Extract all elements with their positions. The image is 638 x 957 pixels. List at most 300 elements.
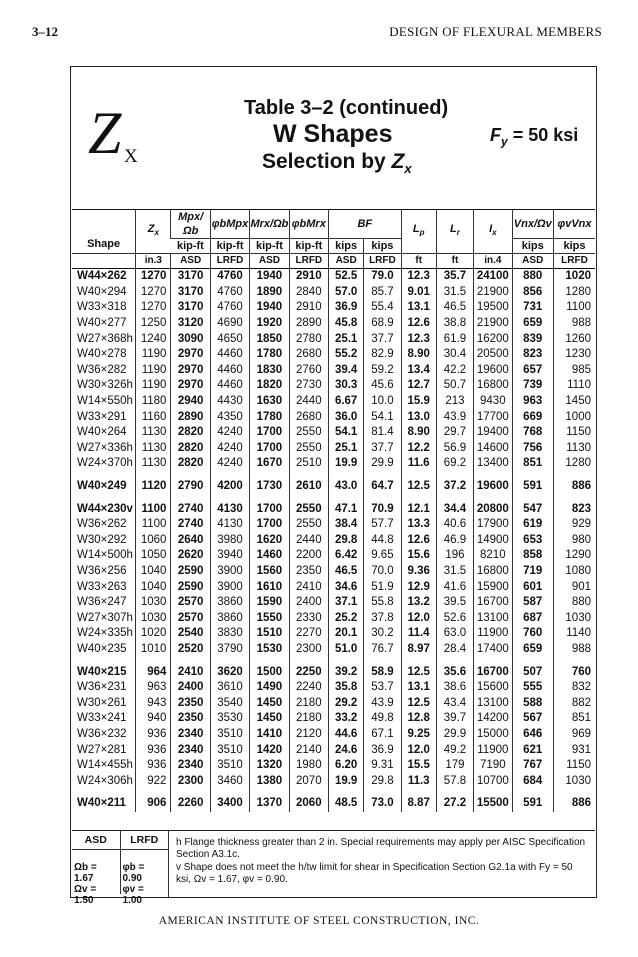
- value-cell: 588: [512, 695, 553, 711]
- value-cell: 2790: [171, 479, 210, 495]
- shape-cell: W40×264: [77, 426, 127, 439]
- value-cell: 55.4: [364, 300, 401, 316]
- value-cell: 19.9: [329, 773, 364, 789]
- value-cell: 963: [512, 394, 553, 410]
- table-row: [72, 425, 595, 441]
- value-cell: 9.36: [401, 564, 436, 580]
- value-cell: 646: [512, 727, 553, 743]
- value-cell: 3530: [210, 711, 249, 727]
- value-cell: 1280: [553, 285, 595, 301]
- separator-cell: [210, 472, 249, 479]
- value-cell: 1030: [553, 610, 595, 626]
- value-cell: 567: [512, 711, 553, 727]
- value-cell: 12.6: [401, 316, 436, 332]
- value-cell: 851: [553, 711, 595, 727]
- unit-mpx-lrfd: kip-ft: [210, 239, 249, 254]
- value-cell: 1850: [250, 331, 289, 347]
- value-cell: 16700: [474, 664, 512, 680]
- table-row: [72, 347, 595, 363]
- value-cell: 2740: [171, 501, 210, 517]
- value-cell: 16800: [474, 378, 512, 394]
- value-cell: 13.4: [401, 363, 436, 379]
- unit-mpx-asd: kip-ft: [171, 239, 210, 254]
- separator-cell: [329, 494, 364, 501]
- value-cell: 46.9: [436, 533, 473, 549]
- shape-cell: W14×500h: [77, 549, 133, 562]
- table-row: [72, 642, 595, 658]
- table-row: [72, 626, 595, 642]
- value-cell: 2890: [289, 316, 328, 332]
- value-cell: 2740: [171, 517, 210, 533]
- value-cell: 858: [512, 548, 553, 564]
- value-cell: 1490: [250, 680, 289, 696]
- separator-cell: [512, 472, 553, 479]
- value-cell: 59.2: [364, 363, 401, 379]
- value-cell: 1190: [136, 347, 171, 363]
- value-cell: 719: [512, 564, 553, 580]
- value-cell: 21900: [474, 285, 512, 301]
- separator-cell: [364, 494, 401, 501]
- value-cell: 684: [512, 773, 553, 789]
- value-cell: 1240: [136, 331, 171, 347]
- value-cell: 1160: [136, 409, 171, 425]
- value-cell: 988: [553, 642, 595, 658]
- value-cell: 13.1: [401, 300, 436, 316]
- value-cell: 12.0: [401, 610, 436, 626]
- value-cell: 48.5: [329, 796, 364, 812]
- value-cell: 19600: [474, 479, 512, 495]
- value-cell: 29.8: [364, 773, 401, 789]
- value-cell: 3170: [171, 285, 210, 301]
- table-title: W Shapes: [273, 120, 393, 148]
- value-cell: 1150: [553, 758, 595, 774]
- value-cell: 9.25: [401, 727, 436, 743]
- separator-cell: [136, 657, 171, 664]
- method-mpx-asd: ASD: [171, 254, 210, 269]
- value-cell: 591: [512, 479, 553, 495]
- value-cell: 34.4: [436, 501, 473, 517]
- separator-cell: [553, 472, 595, 479]
- value-cell: 11900: [474, 626, 512, 642]
- unit-ix: in.4: [474, 254, 512, 269]
- table-row: [72, 595, 595, 611]
- value-cell: 54.1: [329, 425, 364, 441]
- z-subscript: X: [124, 146, 138, 167]
- value-cell: 621: [512, 742, 553, 758]
- value-cell: 2350: [171, 695, 210, 711]
- method-mrx-lrfd: LRFD: [289, 254, 328, 269]
- value-cell: 940: [136, 711, 171, 727]
- value-cell: 653: [512, 533, 553, 549]
- value-cell: 1410: [250, 727, 289, 743]
- value-cell: 1130: [136, 425, 171, 441]
- value-cell: 2590: [171, 579, 210, 595]
- value-cell: 931: [553, 742, 595, 758]
- value-cell: 58.9: [364, 664, 401, 680]
- value-cell: 45.8: [329, 316, 364, 332]
- value-cell: 2780: [289, 331, 328, 347]
- value-cell: 3860: [210, 595, 249, 611]
- value-cell: 2730: [289, 378, 328, 394]
- value-cell: 2620: [171, 548, 210, 564]
- value-cell: 70.9: [364, 501, 401, 517]
- value-cell: 37.8: [364, 610, 401, 626]
- value-cell: 547: [512, 501, 553, 517]
- value-cell: 20.1: [329, 626, 364, 642]
- group-separator: [72, 472, 595, 479]
- shape-cell: W40×294: [77, 285, 127, 298]
- value-cell: 3510: [210, 727, 249, 743]
- value-cell: 936: [136, 727, 171, 743]
- value-cell: 8.90: [401, 347, 436, 363]
- value-cell: 13.3: [401, 517, 436, 533]
- separator-cell: [474, 657, 512, 664]
- unit-vnx-asd: kips: [512, 239, 553, 254]
- value-cell: 1280: [553, 456, 595, 472]
- method-vnx-asd: ASD: [512, 254, 553, 269]
- value-cell: 76.7: [364, 642, 401, 658]
- value-cell: 2970: [171, 378, 210, 394]
- separator-cell: [512, 494, 553, 501]
- header-vnx-lrfd: φvVnx: [553, 210, 595, 239]
- value-cell: 882: [553, 695, 595, 711]
- table-row: [72, 394, 595, 410]
- separator-cell: [474, 494, 512, 501]
- value-cell: 3540: [210, 695, 249, 711]
- value-cell: 9.65: [364, 548, 401, 564]
- table-row: [72, 742, 595, 758]
- shape-cell: W36×282: [77, 363, 127, 376]
- table-row: [72, 727, 595, 743]
- value-cell: 49.8: [364, 711, 401, 727]
- header-zx: $Z_x$: [136, 210, 171, 254]
- header-shape: Shape: [72, 210, 136, 254]
- value-cell: 15900: [474, 579, 512, 595]
- resistance-factors: [72, 831, 169, 906]
- value-cell: 3830: [210, 626, 249, 642]
- value-cell: 1100: [136, 501, 171, 517]
- separator-cell: [171, 789, 210, 796]
- value-cell: 64.7: [364, 479, 401, 495]
- value-cell: 2350: [289, 564, 328, 580]
- value-cell: 1270: [136, 300, 171, 316]
- value-cell: 2410: [289, 579, 328, 595]
- value-cell: 1380: [250, 773, 289, 789]
- separator-cell: [329, 657, 364, 664]
- value-cell: 29.7: [436, 425, 473, 441]
- table-row: [72, 441, 595, 457]
- value-cell: 57.7: [364, 517, 401, 533]
- table-row: [72, 300, 595, 316]
- value-cell: 14200: [474, 711, 512, 727]
- value-cell: 37.7: [364, 331, 401, 347]
- shape-cell: W40×249: [77, 480, 127, 493]
- value-cell: 1940: [250, 269, 289, 285]
- value-cell: 2910: [289, 269, 328, 285]
- shape-cell: W36×256: [77, 564, 127, 577]
- value-cell: 24100: [474, 269, 512, 285]
- value-cell: 17400: [474, 642, 512, 658]
- fy-value: = 50 ksi: [507, 125, 579, 145]
- value-cell: 19600: [474, 363, 512, 379]
- value-cell: 687: [512, 610, 553, 626]
- value-cell: 46.5: [329, 564, 364, 580]
- value-cell: 1130: [136, 456, 171, 472]
- shape-cell: W40×235: [77, 642, 127, 655]
- table-row: [72, 664, 595, 680]
- value-cell: 4760: [210, 300, 249, 316]
- table-row: [72, 564, 595, 580]
- value-cell: 1530: [250, 642, 289, 658]
- value-cell: 1250: [136, 316, 171, 332]
- value-cell: 57.0: [329, 285, 364, 301]
- value-cell: 4760: [210, 269, 249, 285]
- value-cell: 13.2: [401, 595, 436, 611]
- value-cell: 1420: [250, 742, 289, 758]
- value-cell: 1180: [136, 394, 171, 410]
- method-vnx-lrfd: LRFD: [553, 254, 595, 269]
- value-cell: 68.9: [364, 316, 401, 332]
- value-cell: 25.1: [329, 331, 364, 347]
- value-cell: 12.6: [401, 533, 436, 549]
- value-cell: 1450: [553, 394, 595, 410]
- value-cell: 2910: [289, 300, 328, 316]
- selection-table: [72, 209, 595, 812]
- separator-cell: [436, 494, 473, 501]
- value-cell: 2820: [171, 441, 210, 457]
- value-cell: 2550: [289, 425, 328, 441]
- value-cell: 2120: [289, 727, 328, 743]
- running-title: DESIGN OF FLEXURAL MEMBERS: [389, 24, 602, 39]
- value-cell: 19.9: [329, 456, 364, 472]
- fy-symbol: F: [490, 125, 501, 145]
- value-cell: 40.6: [436, 517, 473, 533]
- value-cell: 1730: [250, 479, 289, 495]
- unit-lp: ft: [401, 254, 436, 269]
- value-cell: 2590: [171, 564, 210, 580]
- value-cell: 36.9: [329, 300, 364, 316]
- value-cell: 11900: [474, 742, 512, 758]
- table-row: [72, 378, 595, 394]
- value-cell: 886: [553, 479, 595, 495]
- value-cell: 906: [136, 796, 171, 812]
- value-cell: 1460: [250, 548, 289, 564]
- table-row: [72, 533, 595, 549]
- value-cell: 2400: [171, 680, 210, 696]
- value-cell: 12.7: [401, 378, 436, 394]
- method-mrx-asd: ASD: [250, 254, 289, 269]
- separator-cell: [72, 789, 136, 796]
- table-row: [72, 680, 595, 696]
- value-cell: 25.2: [329, 610, 364, 626]
- value-cell: 33.2: [329, 711, 364, 727]
- value-cell: 3170: [171, 269, 210, 285]
- value-cell: 1820: [250, 378, 289, 394]
- value-cell: 3170: [171, 300, 210, 316]
- value-cell: 2550: [289, 501, 328, 517]
- value-cell: 4240: [210, 456, 249, 472]
- value-cell: 37.2: [436, 479, 473, 495]
- value-cell: 12.5: [401, 479, 436, 495]
- value-cell: 2760: [289, 363, 328, 379]
- value-cell: 17900: [474, 517, 512, 533]
- shape-cell: W33×291: [77, 410, 127, 423]
- value-cell: 659: [512, 642, 553, 658]
- value-cell: 24.6: [329, 742, 364, 758]
- separator-cell: [436, 789, 473, 796]
- separator-cell: [474, 789, 512, 796]
- table-row: [72, 501, 595, 517]
- table-row: [72, 285, 595, 301]
- value-cell: 1700: [250, 425, 289, 441]
- header-ix: $I_x$: [474, 210, 512, 254]
- value-cell: 35.6: [436, 664, 473, 680]
- method-shape-blank: [72, 254, 136, 269]
- value-cell: 1270: [136, 269, 171, 285]
- shape-cell: W27×336h: [77, 441, 133, 454]
- value-cell: 1080: [553, 564, 595, 580]
- value-cell: 2520: [171, 642, 210, 658]
- separator-cell: [250, 657, 289, 664]
- value-cell: 767: [512, 758, 553, 774]
- group-separator: [72, 657, 595, 664]
- value-cell: 31.5: [436, 285, 473, 301]
- header-lr: $L_r$: [436, 210, 473, 254]
- value-cell: 768: [512, 425, 553, 441]
- separator-cell: [364, 472, 401, 479]
- value-cell: 2340: [171, 758, 210, 774]
- separator-cell: [72, 472, 136, 479]
- value-cell: 11.3: [401, 773, 436, 789]
- separator-cell: [364, 789, 401, 796]
- table-row: [72, 773, 595, 789]
- table-row: [72, 409, 595, 425]
- value-cell: 1700: [250, 441, 289, 457]
- value-cell: 1450: [250, 695, 289, 711]
- value-cell: 14600: [474, 441, 512, 457]
- value-cell: 1670: [250, 456, 289, 472]
- value-cell: 1610: [250, 579, 289, 595]
- value-cell: 1450: [250, 711, 289, 727]
- value-cell: 964: [136, 664, 171, 680]
- value-cell: 11.6: [401, 456, 436, 472]
- value-cell: 851: [512, 456, 553, 472]
- value-cell: 16200: [474, 331, 512, 347]
- value-cell: 1920: [250, 316, 289, 332]
- value-cell: 19400: [474, 425, 512, 441]
- value-cell: 4130: [210, 517, 249, 533]
- value-cell: 856: [512, 285, 553, 301]
- value-cell: 3860: [210, 610, 249, 626]
- shape-cell: W36×232: [77, 727, 127, 740]
- value-cell: 8.97: [401, 642, 436, 658]
- value-cell: 36.9: [364, 742, 401, 758]
- value-cell: 29.9: [364, 456, 401, 472]
- separator-cell: [250, 494, 289, 501]
- value-cell: 2340: [171, 742, 210, 758]
- table-row: [72, 548, 595, 564]
- header-mpx-asd: Mpx/Ωb: [171, 210, 210, 239]
- shape-cell: W30×326h: [77, 379, 133, 392]
- value-cell: 21900: [474, 316, 512, 332]
- value-cell: 12.3: [401, 269, 436, 285]
- separator-cell: [250, 789, 289, 796]
- value-cell: 13100: [474, 695, 512, 711]
- table-row: [72, 695, 595, 711]
- value-cell: 2410: [171, 664, 210, 680]
- separator-cell: [289, 789, 328, 796]
- value-cell: 1780: [250, 409, 289, 425]
- value-cell: 1190: [136, 378, 171, 394]
- header-bf: BF: [329, 210, 402, 239]
- value-cell: 50.7: [436, 378, 473, 394]
- method-bf-lrfd: LRFD: [364, 254, 401, 269]
- value-cell: 2250: [289, 664, 328, 680]
- subtitle-sub: x: [404, 161, 412, 177]
- value-cell: 13.1: [401, 680, 436, 696]
- value-cell: 739: [512, 378, 553, 394]
- value-cell: 1130: [553, 441, 595, 457]
- value-cell: 12.8: [401, 711, 436, 727]
- value-cell: 67.1: [364, 727, 401, 743]
- value-cell: 2180: [289, 711, 328, 727]
- value-cell: 28.4: [436, 642, 473, 658]
- separator-cell: [171, 657, 210, 664]
- value-cell: 63.0: [436, 626, 473, 642]
- shape-cell: W40×278: [77, 348, 127, 361]
- value-cell: 1260: [553, 331, 595, 347]
- value-cell: 15.6: [401, 548, 436, 564]
- value-cell: 1030: [136, 610, 171, 626]
- header-vnx-asd: Vnx/Ωv: [512, 210, 553, 239]
- separator-cell: [401, 494, 436, 501]
- value-cell: 4460: [210, 378, 249, 394]
- value-cell: 2570: [171, 610, 210, 626]
- separator-cell: [171, 472, 210, 479]
- value-cell: 45.6: [364, 378, 401, 394]
- value-cell: 2060: [289, 796, 328, 812]
- value-cell: 2440: [289, 533, 328, 549]
- publisher-line: AMERICAN INSTITUTE OF STEEL CONSTRUCTION, INC.: [158, 915, 480, 927]
- value-cell: 30.3: [329, 378, 364, 394]
- value-cell: 985: [553, 363, 595, 379]
- value-cell: 17700: [474, 409, 512, 425]
- value-cell: 2200: [289, 548, 328, 564]
- value-cell: 52.6: [436, 610, 473, 626]
- separator-cell: [401, 789, 436, 796]
- value-cell: 43.4: [436, 695, 473, 711]
- value-cell: 85.7: [364, 285, 401, 301]
- value-cell: 29.2: [329, 695, 364, 711]
- value-cell: 3090: [171, 331, 210, 347]
- table-body: [72, 269, 595, 812]
- value-cell: 1700: [250, 501, 289, 517]
- table-row: [72, 316, 595, 332]
- value-cell: 3400: [210, 796, 249, 812]
- value-cell: 57.8: [436, 773, 473, 789]
- method-mpx-lrfd: LRFD: [210, 254, 249, 269]
- shape-cell: W33×263: [77, 580, 127, 593]
- value-cell: 4690: [210, 316, 249, 332]
- value-cell: 3790: [210, 642, 249, 658]
- subtitle-prefix: Selection by: [262, 150, 392, 173]
- value-cell: 880: [553, 595, 595, 611]
- value-cell: 936: [136, 742, 171, 758]
- value-cell: 30.2: [364, 626, 401, 642]
- omega-factors: Ωb = 1.67 Ωv = 1.50: [72, 850, 121, 894]
- value-cell: 53.7: [364, 680, 401, 696]
- separator-cell: [289, 494, 328, 501]
